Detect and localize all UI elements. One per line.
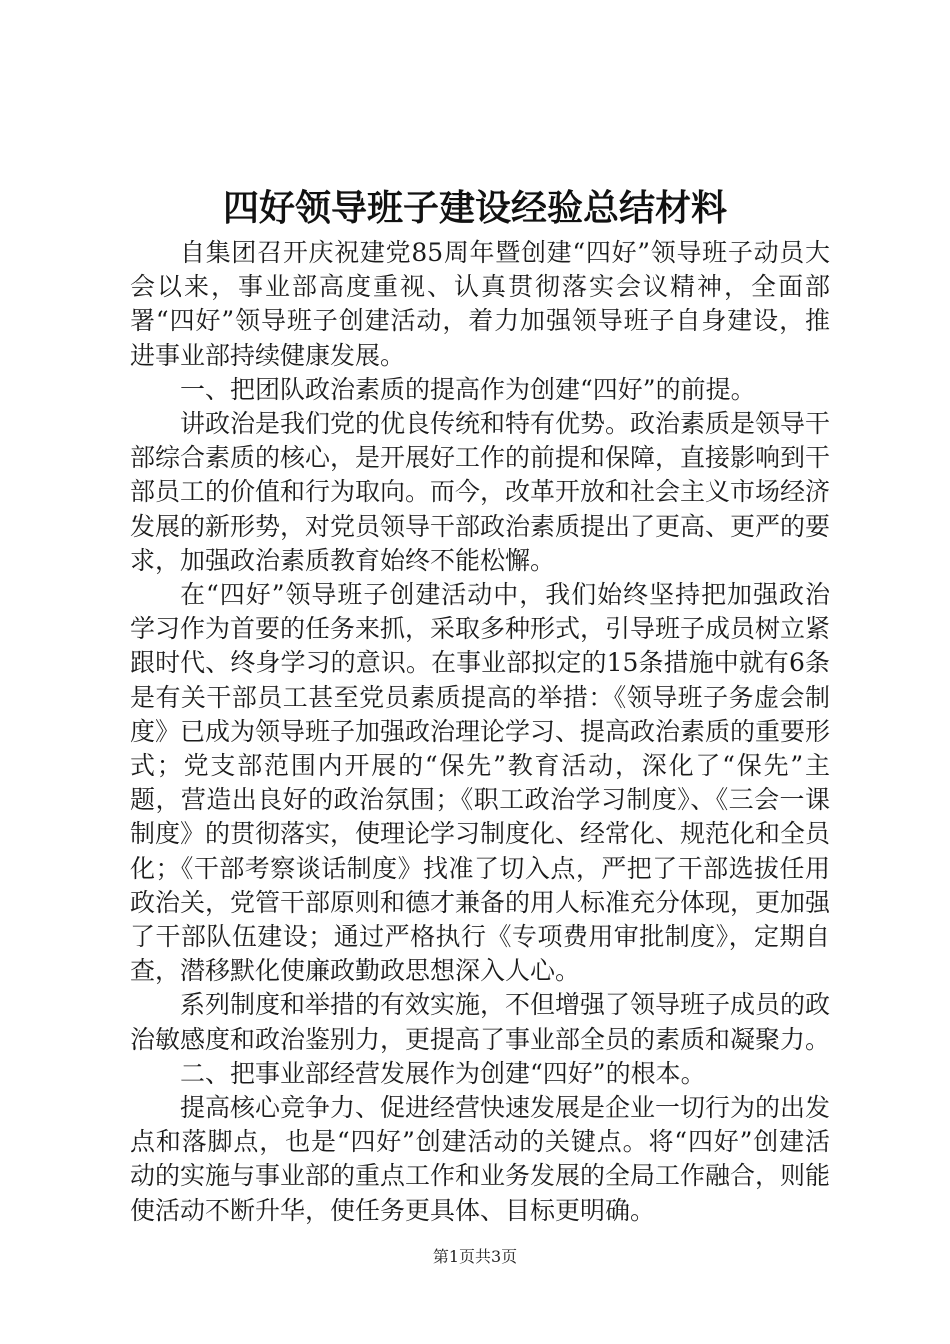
document-body xyxy=(130,236,830,1228)
paragraph: 讲政治是我们党的优良传统和特有优势。政治素质是领导干部综合素质的核心，是开展好工作的前提和保障，直接影响到干部员工的价值和行为取向。而今，改革开放和社会主义市场经济发展的新形势，对党员领导干部政治素质提出了更高、更严的要求，加强政治素质教育始终不能松懈。 xyxy=(130,409,831,575)
paragraph: 在“四好”领导班子创建活动中，我们始终坚持把加强政治学习作为首要的任务来抓，采取多种形式，引导班子成员树立紧跟时代、终身学习的意识。在事业部拟定的15条措施中就有6条是有关干部员工甚至党员素质提高的举措：《领导班子务虚会制度》已成为领导班子加强政治理论学习、提高政治素质的重要形式；党支部范围内开展的“保先”教育活动，深化了“保先”主题，营造出良好的政治氛围；《职工政治学习制度》、《三会一课制度》的贯彻落实，使理论学习制度化、经常化、规范化和全员化；《干部考察谈话制度》找准了切入点，严把了干部选拔任用政治关，党管干部原则和德才兼备的用人标准充分体现，更加强了干部队伍建设；通过严格执行《专项费用审批制度》，定期自查，潜移默化使廉政勤政思想深入人心。 xyxy=(130,580,831,986)
paragraph-intro: 自集团召开庆祝建党85周年暨创建“四好”领导班子动员大会以来，事业部高度重视、认真贯彻落实会议精神，全面部署“四好”领导班子创建活动，着力加强领导班子自身建设，推进事业部持续健康发展。 xyxy=(130,238,830,370)
paragraph: 系列制度和举措的有效实施，不但增强了领导班子成员的政治敏感度和政治鉴别力，更提高了事业部全员的素质和凝聚力。 xyxy=(130,990,831,1054)
page-footer xyxy=(0,1246,950,1268)
section-heading-2: 二、把事业部经营发展作为创建“四好”的根本。 xyxy=(180,1058,706,1088)
section-heading-1: 一、把团队政治素质的提高作为创建“四好”的前提。 xyxy=(180,374,756,404)
page-total: 共3页 xyxy=(475,1247,518,1266)
document-title: 四好领导班子建设经验总结材料 xyxy=(222,187,727,229)
page-number: 第1页 xyxy=(432,1247,475,1266)
paragraph: 提高核心竞争力、促进经营快速发展是企业一切行为的出发点和落脚点，也是“四好”创建活动的关键点。将“四好”创建活动的实施与事业部的重点工作和业务发展的全局工作融合，则能使活动不断升华，使任务更具体、目标更明确。 xyxy=(130,1093,831,1225)
